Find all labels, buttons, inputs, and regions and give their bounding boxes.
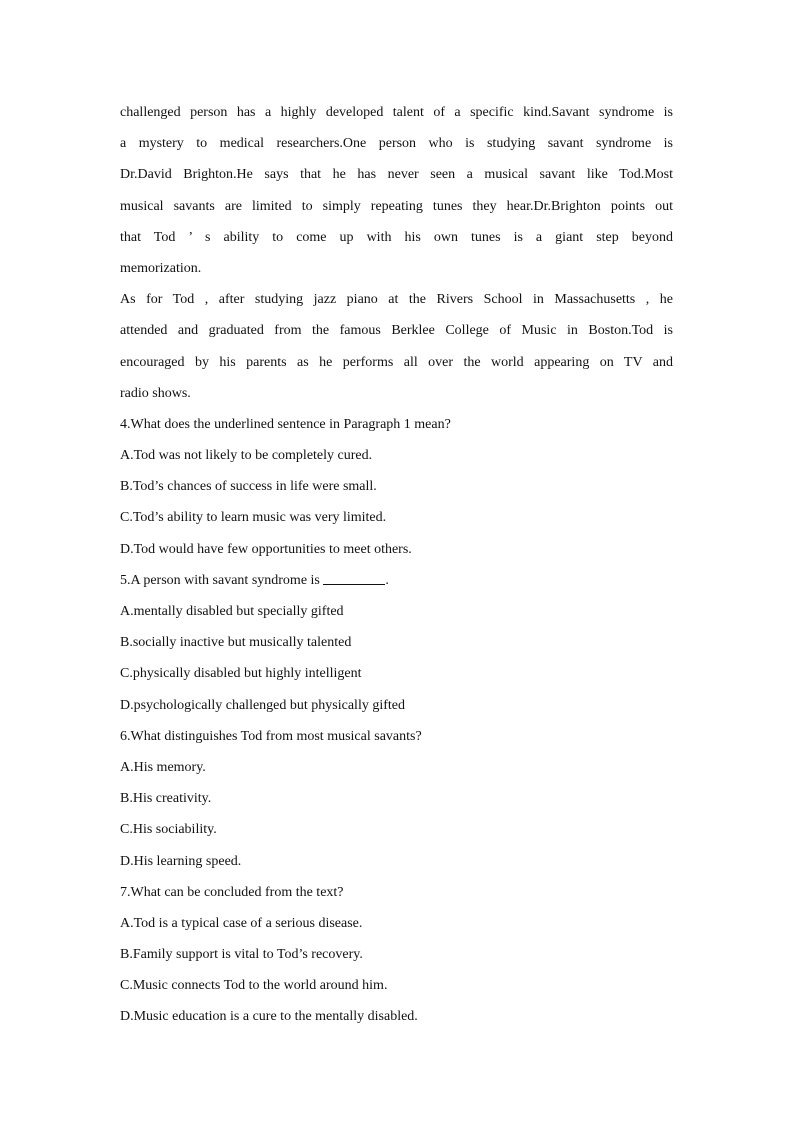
text-line: radio shows. xyxy=(120,385,191,401)
passage-paragraph-final xyxy=(120,284,673,409)
text-line: memorization. xyxy=(120,260,202,276)
answer-blank xyxy=(323,570,385,585)
question-stem: 7.What can be concluded from the text? xyxy=(120,884,344,900)
option-c: C.physically disabled but highly intelligent xyxy=(120,666,362,682)
document-page xyxy=(120,97,673,1033)
stem-end: . xyxy=(385,572,389,588)
question-7 xyxy=(120,877,673,1033)
question-6 xyxy=(120,721,673,877)
option-a: A.Tod was not likely to be completely cured. xyxy=(120,448,373,464)
option-b: B.Family support is vital to Tod’s recovery. xyxy=(120,947,363,963)
option-b: B.Tod’s chances of success in life were small. xyxy=(120,479,377,495)
option-a: A.Tod is a typical case of a serious disease. xyxy=(120,915,363,931)
option-b: B.socially inactive but musically talented xyxy=(120,635,352,651)
text-line: musical savants are limited to simply repeating tunes they hear.Dr.Brighton points out xyxy=(120,198,673,214)
option-d: D.psychologically challenged but physically gifted xyxy=(120,697,405,713)
text-line: attended and graduated from the famous Berklee College of Music in Boston.Tod is xyxy=(120,323,673,339)
stem-text: 5.A person with savant syndrome is xyxy=(120,572,320,588)
question-stem xyxy=(120,565,673,596)
option-c: C.His sociability. xyxy=(120,822,217,838)
option-d: D.Music education is a cure to the mentally disabled. xyxy=(120,1009,418,1025)
option-c: C.Music connects Tod to the world around him. xyxy=(120,978,388,994)
option-d: D.Tod would have few opportunities to meet others. xyxy=(120,541,412,557)
option-a: A.His memory. xyxy=(120,759,206,775)
text-line: a mystery to medical researchers.One person who is studying savant syndrome is xyxy=(120,136,673,152)
text-line: Dr.David Brighton.He says that he has never seen a musical savant like Tod.Most xyxy=(120,167,673,183)
question-stem: 4.What does the underlined sentence in Paragraph 1 mean? xyxy=(120,416,451,432)
option-d: D.His learning speed. xyxy=(120,853,242,869)
passage-paragraph-continued xyxy=(120,97,673,284)
option-b: B.His creativity. xyxy=(120,791,212,807)
question-5 xyxy=(120,565,673,721)
text-line: challenged person has a highly developed talent of a specific kind.Savant syndrome is xyxy=(120,105,673,120)
text-line: As for Tod , after studying jazz piano at the Rivers School in Massachusetts , he xyxy=(120,292,673,308)
text-line: encouraged by his parents as he performs all over the world appearing on TV and xyxy=(120,354,673,370)
text-line: that Tod ’ s ability to come up with his own tunes is a giant step beyond xyxy=(120,229,673,245)
option-c: C.Tod’s ability to learn music was very limited. xyxy=(120,510,387,526)
question-stem: 6.What distinguishes Tod from most musical savants? xyxy=(120,728,422,744)
question-4 xyxy=(120,409,673,565)
option-a: A.mentally disabled but specially gifted xyxy=(120,604,344,619)
